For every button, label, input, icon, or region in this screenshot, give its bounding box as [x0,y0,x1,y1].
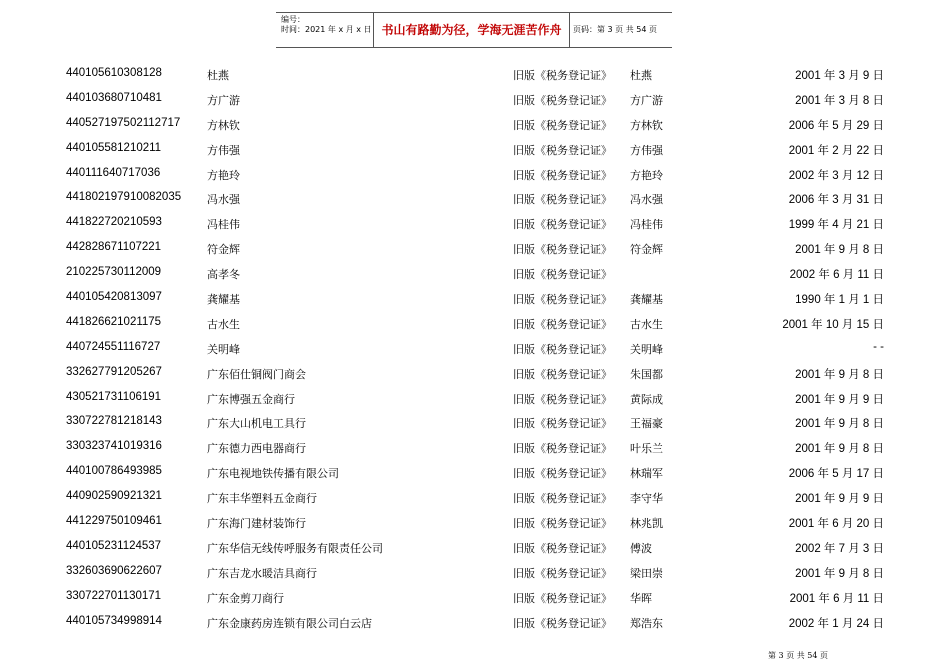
taxpayer-name: 高孝冬 [207,268,240,282]
registration-code: 210225730112009 [66,266,162,279]
registration-date: 2001 年 6 月 20 日 [788,518,884,531]
legal-representative: 符金辉 [630,243,663,257]
table-row [0,162,950,187]
legal-representative: 傅波 [630,541,652,555]
table-row [0,336,950,361]
registration-date: 2001 年 10 月 15 日 [782,318,884,331]
taxpayer-name: 杜燕 [207,69,229,82]
registration-date: 2001 年 3 月 8 日 [795,94,884,107]
table-row [0,361,950,386]
registration-date: 2002 年 3 月 12 日 [788,169,884,182]
taxpayer-name: 广东华信无线传呼服务有限责任公司 [207,541,383,555]
table-row [0,87,950,112]
legal-representative: 华晖 [630,591,652,605]
table-row [0,137,950,162]
registration-date: 2006 年 3 月 31 日 [788,194,884,207]
certificate-type: 旧版《税务登记证》 [513,517,612,531]
legal-representative: 林瑞军 [630,467,663,481]
certificate-type: 旧版《税务登记证》 [513,566,612,580]
certificate-type: 旧版《税务登记证》 [513,591,612,605]
certificate-type: 旧版《税务登记证》 [513,218,612,232]
taxpayer-name: 广东吉龙水暖洁具商行 [207,566,317,580]
table-row [0,435,950,460]
taxpayer-name: 广东博强五金商行 [207,392,295,406]
page-footer: 第 3 页 共 54 页 [768,651,828,660]
taxpayer-name: 广东电视地铁传播有限公司 [207,467,339,481]
taxpayer-name: 广东佰仕铜阀门商会 [207,367,306,381]
certificate-type: 旧版《税务登记证》 [513,143,612,157]
legal-representative: 方林钦 [630,118,663,132]
table-row [0,211,950,236]
registration-code: 440105231124537 [66,539,162,552]
header-time-label: 时间：2021 年 x 月 x 日 [281,25,372,34]
table-row [0,186,950,211]
table-row [0,585,950,610]
certificate-type: 旧版《税务登记证》 [513,392,612,406]
table-row [0,386,950,411]
table-row [0,485,950,510]
taxpayer-name: 方林钦 [207,118,240,132]
taxpayer-name: 广东丰华塑料五金商行 [207,492,317,506]
registration-date: 2002 年 1 月 24 日 [788,617,884,630]
registration-code: 330722781218143 [66,415,162,428]
certificate-type: 旧版《税务登记证》 [513,492,612,506]
registration-code: 441822720210593 [66,216,162,229]
registration-date: 2001 年 9 月 8 日 [795,443,884,456]
registration-code: 440105420813097 [66,291,162,304]
registration-date: 2001 年 6 月 11 日 [789,592,884,605]
header-meta [281,15,373,35]
taxpayer-name: 冯水强 [207,193,240,207]
legal-representative: 郑浩东 [630,616,663,630]
legal-representative: 方伟强 [630,143,663,157]
taxpayer-name: 冯桂伟 [207,218,240,232]
certificate-type: 旧版《税务登记证》 [513,243,612,257]
registration-code: 330323741019316 [66,440,162,453]
registration-code: 442828671107221 [66,241,162,254]
taxpayer-name: 广东大山机电工具行 [207,417,306,431]
taxpayer-name: 古水生 [207,317,240,331]
legal-representative: 冯水强 [630,193,663,207]
legal-representative: 古水生 [630,317,663,331]
registration-code: 430521731106191 [66,390,162,403]
registration-date: 1999 年 4 月 21 日 [788,219,884,232]
legal-representative: 王福豪 [630,417,663,431]
registration-code: 330722701130171 [66,589,162,602]
certificate-type: 旧版《税务登记证》 [513,193,612,207]
taxpayer-name: 广东金康药房连锁有限公司白云店 [207,616,372,630]
taxpayer-name: 龚耀基 [207,293,240,307]
taxpayer-name: 关明峰 [207,342,240,356]
certificate-type: 旧版《税务登记证》 [513,69,612,82]
legal-representative: 杜燕 [630,69,652,82]
certificate-type: 旧版《税务登记证》 [513,93,612,107]
header-number-label: 编号： [281,15,305,24]
table-row [0,610,950,635]
header-motto: 书山有路勤为径，学海无涯苦作舟 [373,13,570,47]
taxpayer-name: 方伟强 [207,143,240,157]
registration-date: 2001 年 9 月 8 日 [795,368,884,381]
table-row [0,112,950,137]
table-row [0,62,950,87]
registration-code: 440111640717036 [66,166,161,179]
taxpayer-name: 广东德力西电器商行 [207,442,306,456]
table-row [0,535,950,560]
table-row [0,510,950,535]
registration-code: 440105610308128 [66,67,162,79]
table-row [0,460,950,485]
registration-code: 440724551116727 [66,340,161,353]
certificate-type: 旧版《税务登记证》 [513,467,612,481]
taxpayer-name: 符金辉 [207,243,240,257]
registration-date: 2002 年 7 月 3 日 [795,542,884,555]
certificate-type: 旧版《税务登记证》 [513,342,612,356]
registration-date: 2006 年 5 月 29 日 [788,119,884,132]
table-row [0,286,950,311]
certificate-type: 旧版《税务登记证》 [513,417,612,431]
header-page-info: 页码：第 3 页 共 54 页 [573,25,657,34]
registration-date: 1990 年 1 月 1 日 [795,294,884,307]
certificate-type: 旧版《税务登记证》 [513,293,612,307]
certificate-type: 旧版《税务登记证》 [513,442,612,456]
legal-representative: 叶乐兰 [630,442,663,456]
registration-date: 2001 年 9 月 8 日 [795,567,884,580]
registration-code: 332627791205267 [66,365,162,378]
legal-representative: 冯桂伟 [630,218,663,232]
table-row [0,236,950,261]
registration-code: 440105734998914 [66,614,162,627]
legal-representative: 梁田崇 [630,566,663,580]
registration-date: 2001 年 2 月 22 日 [788,144,884,157]
registration-date: 2002 年 6 月 11 日 [789,269,884,282]
legal-representative: 龚耀基 [630,293,663,307]
legal-representative: 黄际成 [630,392,663,406]
registration-date: 2001 年 9 月 9 日 [795,493,884,506]
certificate-type: 旧版《税务登记证》 [513,541,612,555]
certificate-type: 旧版《税务登记证》 [513,118,612,132]
taxpayer-name: 广东海门建材装饰行 [207,517,306,531]
registration-code: 441229750109461 [66,515,162,528]
certificate-type: 旧版《税务登记证》 [513,168,612,182]
registration-date: 2001 年 9 月 8 日 [795,418,884,431]
registration-code: 441826621021175 [66,315,162,328]
registration-date: - - [873,340,884,353]
legal-representative: 方艳玲 [630,168,663,182]
taxpayer-name: 方广游 [207,93,240,107]
taxpayer-name: 方艳玲 [207,168,240,182]
registration-code: 440100786493985 [66,465,162,478]
legal-representative: 李守华 [630,492,663,506]
table-row [0,560,950,585]
table-row [0,311,950,336]
registration-date: 2001 年 9 月 8 日 [795,244,884,257]
registration-code: 440902590921321 [66,490,162,503]
registration-date: 2001 年 9 月 9 日 [795,393,884,406]
legal-representative: 朱国都 [630,367,663,381]
page-header [276,12,672,48]
legal-representative: 关明峰 [630,342,663,356]
table-row [0,261,950,286]
registration-code: 440105581210211 [66,141,162,154]
legal-representative: 方广游 [630,93,663,107]
certificate-type: 旧版《税务登记证》 [513,268,612,282]
certificate-type: 旧版《税务登记证》 [513,317,612,331]
record-list [0,62,950,634]
registration-code: 440527197502112717 [66,116,181,129]
table-row [0,410,950,435]
registration-date: 2006 年 5 月 17 日 [788,468,884,481]
registration-code: 441802197910082035 [66,191,182,204]
legal-representative: 林兆凯 [630,517,663,531]
certificate-type: 旧版《税务登记证》 [513,367,612,381]
certificate-type: 旧版《税务登记证》 [513,616,612,630]
registration-code: 440103680710481 [66,91,162,104]
registration-date: 2001 年 3 月 9 日 [795,70,884,82]
registration-code: 332603690622607 [66,564,162,577]
taxpayer-name: 广东金剪刀商行 [207,591,284,605]
